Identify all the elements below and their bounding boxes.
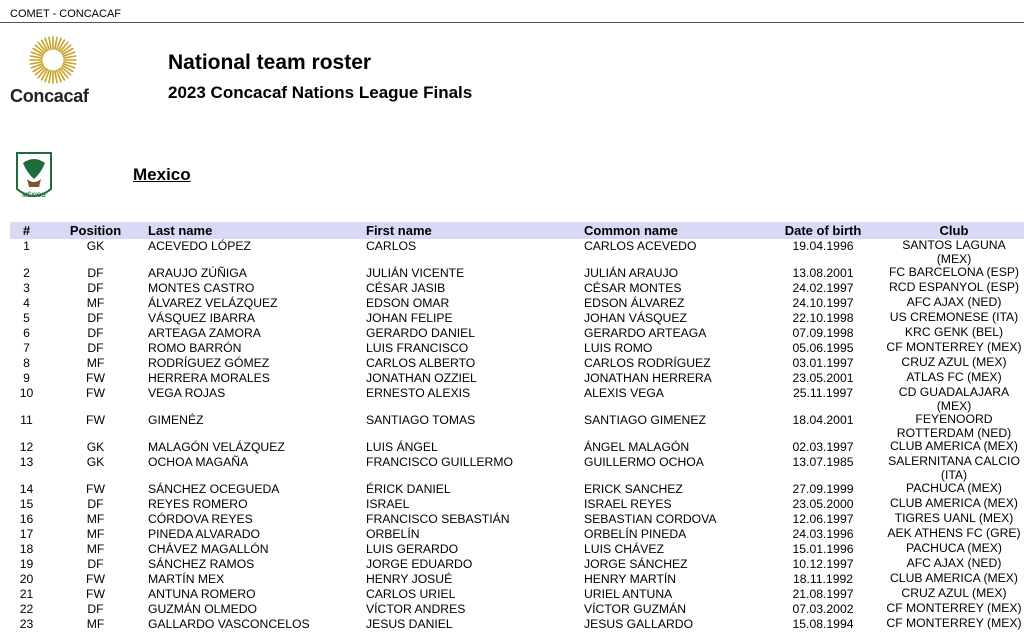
cell-date-of-birth: 21.08.1997: [792, 587, 854, 601]
cell-first-name: GERARDO DANIEL: [366, 326, 476, 340]
cell-common-name: CÉSAR MONTES: [584, 281, 682, 295]
page-subtitle: 2023 Concacaf Nations League Finals: [168, 83, 473, 102]
cell-date-of-birth: 25.11.1997: [792, 386, 854, 400]
cell-club: RCD ESPANYOL (ESP): [888, 280, 1020, 294]
cell-position: DF: [87, 326, 104, 340]
cell-date-of-birth: 02.03.1997: [792, 440, 854, 454]
cell-first-name: EDSON OMAR: [366, 296, 450, 310]
table-row: [10, 572, 1024, 587]
col-number: #: [10, 222, 43, 239]
cell-date-of-birth: 10.12.1997: [792, 557, 854, 571]
cell-date-of-birth: 27.09.1999: [792, 482, 854, 496]
cell-common-name: ERICK SANCHEZ: [584, 482, 683, 496]
col-first-name: First name: [366, 222, 584, 239]
cell-date-of-birth: 22.10.1998: [792, 311, 854, 325]
mexico-crest: [13, 149, 55, 205]
cell-last-name: MALAGÓN VELÁZQUEZ: [148, 440, 285, 454]
system-label: COMET - CONCACAF: [10, 8, 122, 20]
table-row: [10, 266, 1024, 281]
cell-number: 8: [23, 356, 30, 370]
cell-last-name: ANTUNA ROMERO: [148, 587, 256, 601]
cell-club: SANTOS LAGUNA (MEX): [902, 238, 1006, 266]
cell-date-of-birth: 24.10.1997: [792, 296, 854, 310]
cell-first-name: VÍCTOR ANDRES: [366, 602, 466, 616]
col-last-name: Last name: [148, 222, 366, 239]
cell-number: 23: [19, 617, 34, 631]
cell-position: MF: [86, 527, 105, 541]
cell-first-name: SANTIAGO TOMAS: [366, 413, 476, 427]
cell-club: PACHUCA (MEX): [906, 481, 1002, 495]
cell-date-of-birth: 03.01.1997: [792, 356, 854, 370]
cell-number: 2: [23, 266, 30, 280]
table-row: [10, 527, 1024, 542]
cell-last-name: PINEDA ALVARADO: [148, 527, 260, 541]
table-row: [10, 482, 1024, 497]
cell-last-name: ACEVEDO LÓPEZ: [148, 239, 251, 253]
roster-table: [10, 222, 1024, 632]
cell-date-of-birth: 15.01.1996: [792, 542, 854, 556]
cell-club: CD GUADALAJARA (MEX): [898, 385, 1010, 413]
cell-date-of-birth: 13.08.2001: [792, 266, 854, 280]
cell-position: FW: [86, 587, 105, 601]
cell-first-name: FRANCISCO SEBASTIÁN: [366, 512, 510, 526]
cell-date-of-birth: 07.03.2002: [792, 602, 854, 616]
cell-club: ATLAS FC (MEX): [906, 370, 1002, 384]
cell-first-name: LUIS GERARDO: [366, 542, 459, 556]
cell-number: 14: [19, 482, 34, 496]
cell-position: DF: [87, 497, 104, 511]
cell-last-name: ÁLVAREZ VELÁZQUEZ: [148, 296, 278, 310]
cell-number: 13: [19, 455, 34, 469]
cell-common-name: JESUS GALLARDO: [584, 617, 694, 631]
cell-position: MF: [86, 542, 105, 556]
table-header-row: [10, 222, 1024, 239]
cell-date-of-birth: 23.05.2001: [792, 371, 854, 385]
cell-first-name: HENRY JOSUÉ: [366, 572, 453, 586]
cell-position: GK: [86, 440, 105, 454]
cell-last-name: RODRÍGUEZ GÓMEZ: [148, 356, 270, 370]
cell-last-name: ROMO BARRÓN: [148, 341, 242, 355]
cell-last-name: ARAUJO ZÚÑIGA: [148, 266, 247, 280]
cell-position: GK: [86, 239, 105, 253]
cell-last-name: SÁNCHEZ OCEGUEDA: [148, 482, 280, 496]
col-club: Club: [884, 222, 1024, 239]
cell-date-of-birth: 18.11.1992: [792, 572, 854, 586]
col-date-of-birth: Date of birth: [762, 222, 884, 239]
cell-club: US CREMONESE (ITA): [889, 310, 1019, 324]
cell-common-name: CARLOS ACEVEDO: [584, 239, 697, 253]
cell-common-name: JULIÁN ARAUJO: [584, 266, 679, 280]
cell-club: CF MONTERREY (MEX): [886, 601, 1022, 615]
cell-common-name: GUILLERMO OCHOA: [584, 455, 704, 469]
team-name: Mexico: [133, 165, 191, 184]
cell-last-name: GUZMÁN OLMEDO: [148, 602, 258, 616]
cell-last-name: OCHOA MAGAÑA: [148, 455, 249, 469]
table-row: [10, 281, 1024, 296]
cell-first-name: JOHAN FELIPE: [366, 311, 453, 325]
cell-position: GK: [86, 455, 105, 469]
cell-last-name: MARTÍN MEX: [148, 572, 225, 586]
cell-number: 22: [19, 602, 34, 616]
cell-club: CLUB AMERICA (MEX): [890, 571, 1018, 585]
cell-date-of-birth: 13.07.1985: [792, 455, 854, 469]
cell-club: AFC AJAX (NED): [906, 556, 1002, 570]
cell-common-name: SANTIAGO GIMENEZ: [584, 413, 706, 427]
table-row: [10, 371, 1024, 386]
concacaf-wordmark: Concacaf: [10, 86, 89, 106]
cell-last-name: REYES ROMERO: [148, 497, 248, 511]
cell-club: FC BARCELONA (ESP): [888, 265, 1020, 279]
cell-club: FEYENOORD ROTTERDAM (NED): [896, 412, 1012, 440]
cell-date-of-birth: 24.03.1996: [792, 527, 854, 541]
cell-position: DF: [87, 341, 104, 355]
cell-number: 21: [19, 587, 34, 601]
cell-club: AFC AJAX (NED): [906, 295, 1002, 309]
cell-last-name: GIMENÉZ: [148, 413, 204, 427]
cell-number: 4: [23, 296, 30, 310]
cell-first-name: CÉSAR JASIB: [366, 281, 446, 295]
cell-position: MF: [86, 296, 105, 310]
col-position: Position: [43, 222, 148, 239]
cell-club: TIGRES UANL (MEX): [894, 511, 1014, 525]
cell-number: 15: [19, 497, 34, 511]
cell-first-name: ÉRICK DANIEL: [366, 482, 451, 496]
cell-first-name: JONATHAN OZZIEL: [366, 371, 477, 385]
cell-number: 3: [23, 281, 30, 295]
cell-common-name: ORBELÍN PINEDA: [584, 527, 687, 541]
cell-last-name: SÁNCHEZ RAMOS: [148, 557, 255, 571]
table-row: [10, 617, 1024, 632]
cell-last-name: MONTES CASTRO: [148, 281, 255, 295]
cell-number: 10: [19, 386, 34, 400]
table-row: [10, 239, 1024, 266]
cell-last-name: ARTEAGA ZAMORA: [148, 326, 261, 340]
table-row: [10, 512, 1024, 527]
cell-common-name: ALEXIS VEGA: [584, 386, 664, 400]
cell-last-name: VÁSQUEZ IBARRA: [148, 311, 256, 325]
cell-position: DF: [87, 266, 104, 280]
cell-first-name: ERNESTO ALEXIS: [366, 386, 471, 400]
col-common-name: Common name: [584, 222, 762, 239]
cell-date-of-birth: 18.04.2001: [792, 413, 854, 427]
cell-position: DF: [87, 311, 104, 325]
cell-number: 1: [23, 239, 30, 253]
cell-first-name: JORGE EDUARDO: [366, 557, 473, 571]
cell-common-name: ÁNGEL MALAGÓN: [584, 440, 690, 454]
cell-number: 11: [20, 413, 33, 427]
page-title: National team roster: [168, 51, 372, 74]
cell-number: 19: [19, 557, 34, 571]
cell-common-name: JOHAN VÁSQUEZ: [584, 311, 687, 325]
cell-common-name: CARLOS RODRÍGUEZ: [584, 356, 711, 370]
cell-date-of-birth: 15.08.1994: [792, 617, 854, 631]
cell-number: 18: [19, 542, 34, 556]
cell-club: PACHUCA (MEX): [906, 541, 1002, 555]
cell-number: 9: [23, 371, 30, 385]
page-header: [0, 0, 1024, 23]
cell-number: 17: [19, 527, 34, 541]
cell-first-name: JESUS DANIEL: [366, 617, 453, 631]
cell-position: MF: [86, 356, 105, 370]
cell-club: CLUB AMERICA (MEX): [890, 439, 1018, 453]
cell-position: DF: [87, 602, 104, 616]
cell-number: 20: [19, 572, 34, 586]
cell-common-name: JONATHAN HERRERA: [584, 371, 712, 385]
cell-first-name: FRANCISCO GUILLERMO: [366, 455, 513, 469]
roster-body: [10, 239, 1024, 632]
mexico-crest-icon: [13, 149, 55, 205]
cell-club: CLUB AMERICA (MEX): [890, 496, 1018, 510]
cell-position: MF: [86, 617, 105, 631]
cell-club: AEK ATHENS FC (GRE): [887, 526, 1021, 540]
cell-club: SALERNITANA CALCIO (ITA): [888, 454, 1020, 482]
cell-number: 16: [19, 512, 34, 526]
concacaf-sun-icon: [10, 34, 96, 86]
crest-label: MÉXICO: [22, 193, 46, 199]
cell-club: CRUZ AZUL (MEX): [901, 355, 1007, 369]
cell-number: 7: [23, 341, 30, 355]
cell-first-name: ISRAEL: [366, 497, 410, 511]
cell-common-name: HENRY MARTÍN: [584, 572, 677, 586]
cell-common-name: SEBASTIAN CORDOVA: [584, 512, 717, 526]
table-row: [10, 440, 1024, 455]
table-row: [10, 557, 1024, 572]
cell-common-name: VÍCTOR GUZMÁN: [584, 602, 687, 616]
table-row: [10, 542, 1024, 557]
cell-position: FW: [86, 371, 105, 385]
cell-last-name: CHÁVEZ MAGALLÓN: [148, 542, 269, 556]
cell-first-name: ORBELÍN: [366, 527, 420, 541]
cell-first-name: CARLOS URIEL: [366, 587, 456, 601]
table-row: [10, 413, 1024, 440]
cell-date-of-birth: 05.06.1995: [792, 341, 854, 355]
concacaf-logo: [10, 34, 96, 110]
table-row: [10, 311, 1024, 326]
cell-position: FW: [86, 386, 105, 400]
cell-common-name: LUIS CHÁVEZ: [584, 542, 664, 556]
cell-club: KRC GENK (BEL): [904, 325, 1004, 339]
table-row: [10, 341, 1024, 356]
table-row: [10, 326, 1024, 341]
cell-last-name: CÓRDOVA REYES: [148, 512, 253, 526]
cell-common-name: EDSON ÁLVAREZ: [584, 296, 685, 310]
cell-number: 5: [23, 311, 30, 325]
cell-last-name: VEGA ROJAS: [148, 386, 226, 400]
cell-number: 12: [19, 440, 34, 454]
cell-date-of-birth: 23.05.2000: [792, 497, 854, 511]
cell-common-name: GERARDO ARTEAGA: [584, 326, 707, 340]
table-row: [10, 587, 1024, 602]
table-row: [10, 455, 1024, 482]
cell-position: MF: [86, 512, 105, 526]
table-row: [10, 386, 1024, 413]
cell-last-name: HERRERA MORALES: [148, 371, 270, 385]
cell-last-name: GALLARDO VASCONCELOS: [148, 617, 310, 631]
cell-date-of-birth: 19.04.1996: [792, 239, 854, 253]
cell-common-name: LUIS ROMO: [584, 341, 653, 355]
cell-common-name: URIEL ANTUNA: [584, 587, 673, 601]
table-row: [10, 497, 1024, 512]
cell-club: CF MONTERREY (MEX): [886, 340, 1022, 354]
cell-club: CF MONTERREY (MEX): [886, 616, 1022, 630]
cell-common-name: ISRAEL REYES: [584, 497, 672, 511]
cell-position: FW: [86, 413, 105, 427]
cell-club: CRUZ AZUL (MEX): [901, 586, 1007, 600]
cell-first-name: CARLOS: [366, 239, 417, 253]
cell-common-name: JORGE SÁNCHEZ: [584, 557, 688, 571]
cell-first-name: LUIS FRANCISCO: [366, 341, 469, 355]
table-row: [10, 356, 1024, 371]
cell-date-of-birth: 12.06.1997: [792, 512, 854, 526]
cell-position: DF: [87, 557, 104, 571]
cell-date-of-birth: 24.02.1997: [792, 281, 854, 295]
cell-position: FW: [86, 572, 105, 586]
table-row: [10, 296, 1024, 311]
cell-date-of-birth: 07.09.1998: [792, 326, 854, 340]
cell-number: 6: [23, 326, 30, 340]
cell-first-name: CARLOS ALBERTO: [366, 356, 476, 370]
cell-first-name: JULIÁN VICENTE: [366, 266, 465, 280]
cell-first-name: LUIS ÁNGEL: [366, 440, 438, 454]
cell-position: DF: [87, 281, 104, 295]
cell-position: FW: [86, 482, 105, 496]
table-row: [10, 602, 1024, 617]
